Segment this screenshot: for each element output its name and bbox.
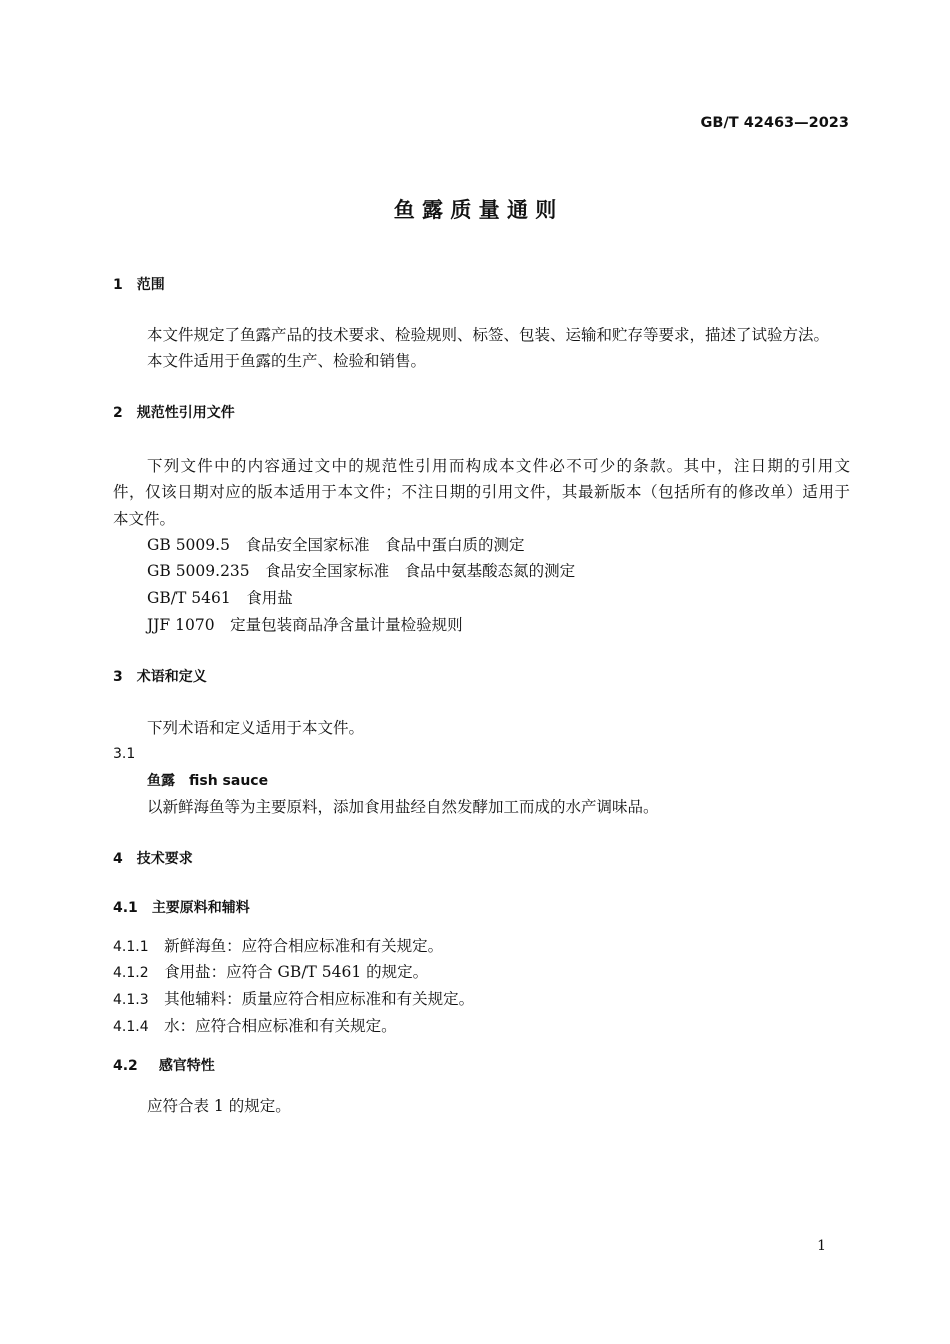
paragraph: 下列术语和定义适用于本文件。 [147,719,365,737]
section-title: 规范性引用文件 [136,405,235,421]
paragraph: 应符合表 1 的规定。 [147,1097,291,1115]
paragraph-line: 下列文件中的内容通过文中的规范性引用而构成本文件必不可少的条款。其中，注日期的引用文 [147,457,850,475]
clause-text: 水：应符合相应标准和有关规定。 [164,1017,397,1035]
reference-code: GB/T 5461 [147,589,231,607]
section-title: 范围 [136,277,165,293]
section-title: 主要原料和辅料 [151,900,250,916]
reference-title: 食品安全国家标准 食品中蛋白质的测定 [245,536,525,554]
reference-item [147,535,524,555]
section-number: 1 [113,277,123,293]
paragraph-line: 本文件。 [113,510,176,528]
reference-item [147,588,293,608]
paragraph-line: 件，仅该日期对应的版本适用于本文件；不注日期的引用文件，其最新版本（包括所有的修改单）适用于 [113,483,850,501]
clause-text: 其他辅料：质量应符合相应标准和有关规定。 [164,990,475,1008]
section-title: 感官特性 [158,1058,215,1074]
reference-title: 食品安全国家标准 食品中氨基酸态氮的测定 [265,562,576,580]
clause-number: 4.1.2 [113,965,149,981]
term: 鱼露 fish sauce [147,773,269,789]
section-3-heading [113,667,207,687]
section-1-heading [113,275,165,295]
reference-code: GB 5009.5 [147,536,230,554]
section-title: 术语和定义 [136,669,207,685]
reference-code: GB 5009.235 [147,562,250,580]
reference-title: 定量包装商品净含量计量检验规则 [230,616,463,634]
section-2-heading [113,403,235,423]
standard-number: GB/T 42463—2023 [700,115,849,131]
term-number: 3.1 [113,746,136,762]
clause-number: 4.1.4 [113,1019,149,1035]
section-number: 4.1 [113,900,138,916]
section-4-2-heading [113,1056,215,1076]
section-number: 4.2 [113,1058,138,1074]
clause-number: 4.1.3 [113,992,149,1008]
clause-item [113,962,428,983]
paragraph: 本文件适用于鱼露的生产、检验和销售。 [147,352,427,370]
clause-item [113,989,474,1010]
definition: 以新鲜海鱼等为主要原料，添加食用盐经自然发酵加工而成的水产调味品。 [147,798,659,816]
paragraph: 本文件规定了鱼露产品的技术要求、检验规则、标签、包装、运输和贮存等要求，描述了试验方法。 [147,326,830,344]
section-4-heading [113,849,193,869]
reference-item [147,561,575,581]
page-title: 鱼 露 质 量 通 则 [393,198,557,222]
section-number: 3 [113,669,123,685]
section-number: 4 [113,851,123,867]
clause-text: 食用盐：应符合 GB/T 5461 的规定。 [164,963,429,981]
clause-item [113,936,443,957]
reference-title: 食用盐 [246,589,293,607]
clause-item [113,1016,397,1037]
reference-item [147,615,463,635]
section-4-1-heading [113,898,250,918]
section-title: 技术要求 [136,851,193,867]
clause-number: 4.1.1 [113,939,149,955]
clause-text: 新鲜海鱼：应符合相应标准和有关规定。 [164,937,444,955]
section-number: 2 [113,405,123,421]
reference-code: JJF 1070 [147,616,215,634]
page-number: 1 [817,1238,826,1254]
